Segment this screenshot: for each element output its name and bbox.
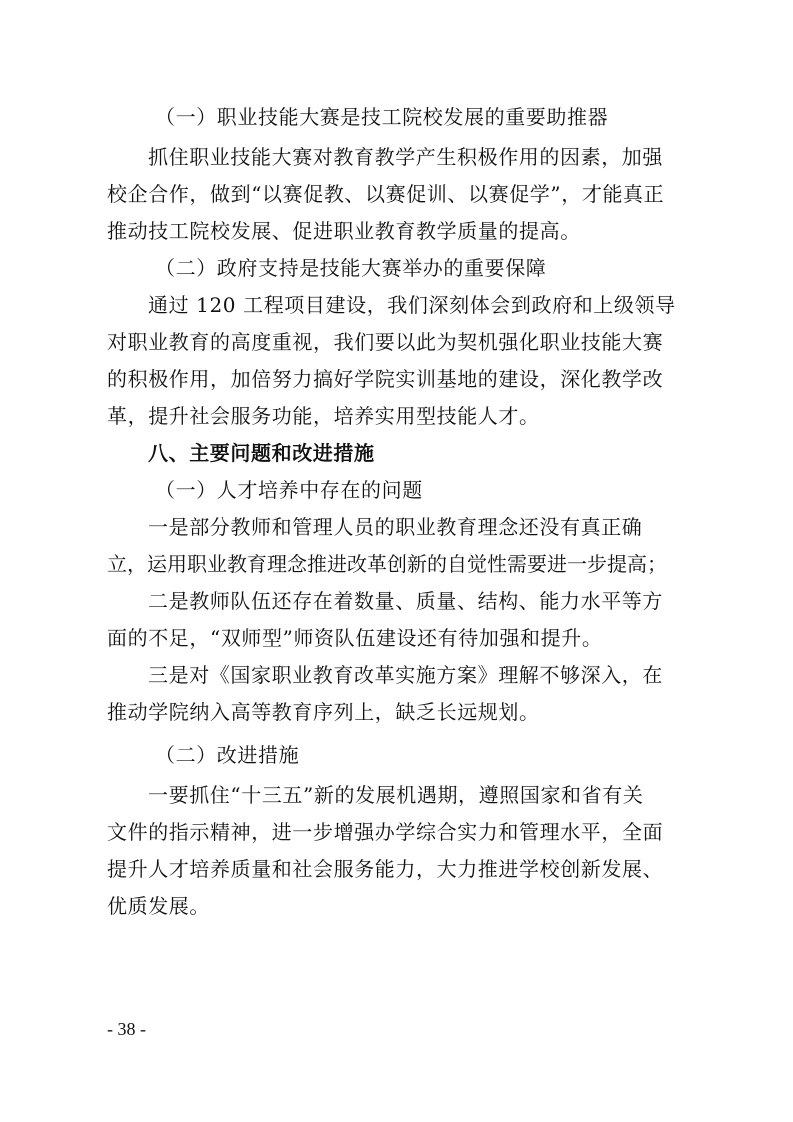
subheading-4: （二）改进措施 — [155, 743, 300, 767]
paragraph-line: 校企合作，做到“以赛促教、以赛促训、以赛促学”，才能真正 — [107, 182, 665, 206]
subheading-2: （二）政府支持是技能大赛举办的重要保障 — [155, 256, 547, 280]
paragraph-line: 通过 120 工程项目建设，我们深刻体会到政府和上级领导 — [148, 293, 676, 317]
paragraph-line: 三是对《国家职业教育改革实施方案》理解不够深入，在 — [148, 663, 663, 687]
paragraph-line: 二是教师队伍还存在着数量、质量、结构、能力水平等方 — [148, 589, 663, 613]
paragraph-line: 提升人才培养质量和社会服务能力，大力推进学校创新发展、 — [107, 857, 664, 881]
page-number: - 38 - — [107, 1019, 146, 1039]
paragraph-line: 优质发展。 — [107, 894, 210, 918]
paragraph-line: 的积极作用，加倍努力搞好学院实训基地的建设，深化教学改 — [107, 367, 664, 391]
subheading-3: （一）人才培养中存在的问题 — [155, 478, 423, 502]
paragraph-line: 革，提升社会服务功能，培养实用型技能人才。 — [107, 404, 540, 428]
paragraph-line: 推动学院纳入高等教育序列上，缺乏长远规划。 — [107, 700, 540, 724]
paragraph-line: 面的不足，“双师型”师资队伍建设还有待加强和提升。 — [107, 626, 603, 650]
subheading-1: （一）职业技能大赛是技工院校发展的重要助推器 — [155, 105, 609, 129]
paragraph-line: 一要抓住“十三五”新的发展机遇期，遵照国家和省有关 — [148, 783, 644, 807]
paragraph-line: 抓住职业技能大赛对教育教学产生积极作用的因素，加强 — [148, 145, 663, 169]
paragraph-line: 推动技工院校发展、促进职业教育教学质量的提高。 — [107, 219, 581, 243]
paragraph-line: 立，运用职业教育理念推进改革创新的自觉性需要进一步提高； — [107, 552, 667, 576]
paragraph-line: 文件的指示精神，进一步增强办学综合实力和管理水平，全面 — [107, 820, 664, 844]
section-heading: 八、主要问题和改进措施 — [148, 441, 375, 465]
paragraph-line: 对职业教育的高度重视，我们要以此为契机强化职业技能大赛 — [107, 330, 664, 354]
paragraph-line: 一是部分教师和管理人员的职业教育理念还没有真正确 — [148, 515, 643, 539]
